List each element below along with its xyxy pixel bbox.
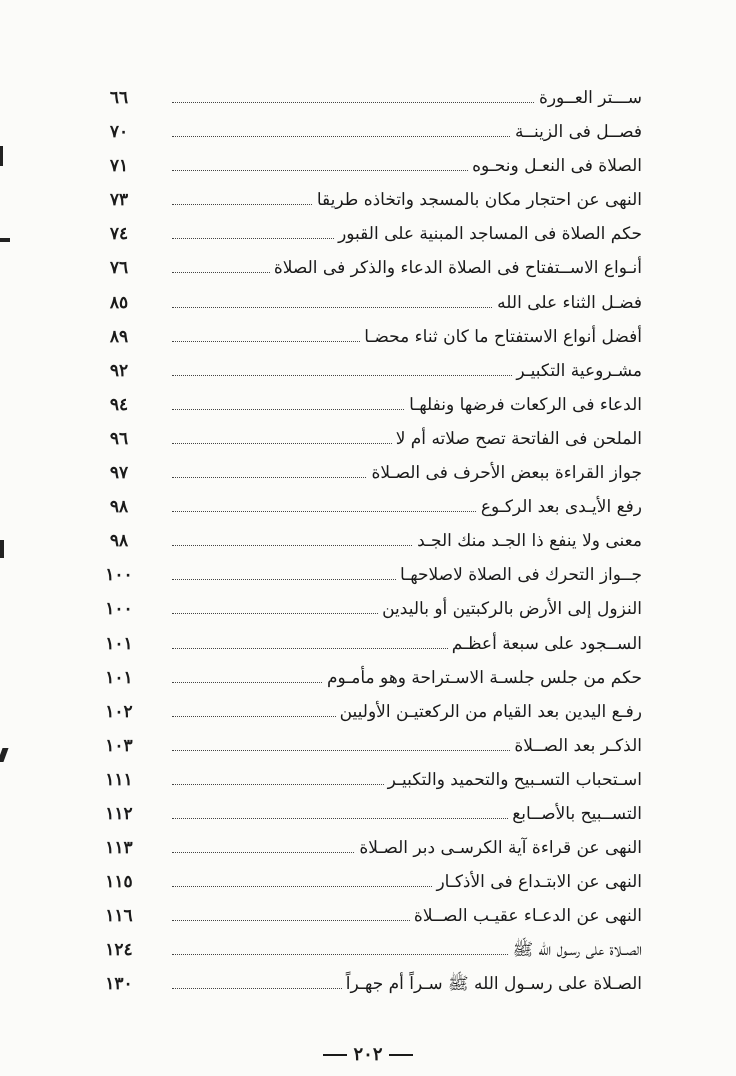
toc-entry	[0, 832, 736, 866]
toc-entry-page-number: ٩٨	[109, 497, 129, 518]
toc-entry-page-number: ٩٤	[109, 394, 129, 415]
toc-entry	[0, 866, 736, 900]
toc-entry-page-number: ٧٦	[109, 258, 129, 279]
toc-entry	[0, 934, 736, 968]
toc-entry-title: الملحن فى الفاتحة تصح صلاته أم لا	[392, 427, 642, 451]
toc-entry	[0, 252, 736, 286]
toc-entry-title: حكم الصلاة فى المساجد المبنية على القبور	[334, 222, 642, 246]
toc-entry-title: النزول إلى الأرض بالركبتين أو باليدين	[378, 597, 642, 621]
toc-entry-title: التســبيح بالأصــابع	[508, 802, 642, 826]
toc-entry-title: معنى ولا ينفع ذا الجـد منك الجـد	[413, 529, 642, 553]
toc-entry	[0, 457, 736, 491]
toc-entry-title: النهى عن الدعـاء عقيـب الصــلاة	[410, 904, 642, 928]
toc-entry-title: جــواز التحرك فى الصلاة لاصلاحهـا	[396, 563, 642, 587]
footer-dash-right	[389, 1054, 413, 1056]
toc-entry-page-number: ٩٢	[109, 360, 129, 381]
toc-entry-title: اسـتحباب التسـبيح والتحميد والتكبيـر	[384, 768, 642, 792]
toc-entry	[0, 730, 736, 764]
toc-entry-page-number: ٧٠	[109, 122, 129, 143]
toc-entry-page-number: ٦٦	[109, 88, 129, 108]
toc-entry-page-number: ١٣٠	[105, 974, 133, 995]
toc-entry-title: النهى عن احتجار مكان بالمسجد واتخاذه طريقا	[313, 188, 642, 212]
toc-entry-title: فضـل الثناء على الله	[493, 291, 642, 315]
toc-entry-page-number: ١٢٤	[105, 940, 133, 961]
page-number-footer	[0, 1044, 736, 1065]
toc-entry-title: الذكـر بعد الصــلاة	[510, 734, 642, 758]
toc-entry-page-number: ١٠١	[105, 667, 133, 688]
toc-entry	[0, 321, 736, 355]
toc-entry	[0, 82, 736, 116]
toc-entry-page-number: ٩٨	[109, 531, 129, 552]
toc-entry-title: النهى عن قراءة آية الكرسـى دبر الصـلاة	[355, 836, 642, 860]
toc-entry	[0, 389, 736, 423]
toc-entry-title: الصـلاة على رسـول الله ﷺ سـراً أم جهـراً	[342, 972, 642, 996]
toc-entry-page-number: ١٠٠	[105, 565, 133, 586]
toc-entry-page-number: ٧١	[109, 156, 129, 177]
toc-entry	[0, 798, 736, 832]
toc-entry-page-number: ١١٦	[105, 906, 133, 927]
toc-entry-page-number: ١٠٠	[105, 599, 133, 620]
toc-entry-page-number: ٩٧	[109, 463, 129, 484]
toc-entry-title: الســجود على سبعة أعظـم	[448, 632, 642, 656]
toc-entry-title: حكم من جلس جلسـة الاسـتراحة وهو مأمـوم	[323, 666, 642, 690]
toc-entry-title: رفـع اليدين بعد القيام من الركعتيـن الأوليين	[336, 700, 642, 724]
toc-entry	[0, 150, 736, 184]
toc-entry-page-number: ٩٦	[109, 428, 129, 449]
toc-entry-page-number: ١١٥	[105, 872, 133, 893]
scan-mark	[0, 146, 3, 166]
toc-entry-page-number: ٨٩	[109, 326, 129, 347]
toc-entry-page-number: ١٠٣	[105, 735, 133, 756]
toc-entry-title: أفضل أنواع الاستفتاح ما كان ثناء محضـا	[360, 325, 642, 349]
toc-entry-page-number: ١١٣	[105, 838, 133, 859]
toc-entry-page-number: ٨٥	[109, 292, 129, 313]
toc-entry-title: رفع الأيـدى بعد الركـوع	[477, 495, 642, 519]
toc-entry	[0, 559, 736, 593]
toc-entry-title: ســـتر العــورة	[535, 86, 642, 110]
toc-entry	[0, 593, 736, 627]
toc-entry-title: الصــلاة على رسـول الله ﷺ	[509, 938, 642, 962]
table-of-contents	[0, 82, 736, 1003]
toc-entry	[0, 764, 736, 798]
toc-entry	[0, 184, 736, 218]
toc-entry-title: مشـروعية التكبيـر	[512, 359, 642, 383]
toc-entry-title: فصــل فى الزينــة	[511, 120, 642, 144]
toc-entry-page-number: ١١٢	[105, 803, 133, 824]
toc-entry-page-number: ١٠٢	[105, 701, 133, 722]
toc-entry	[0, 287, 736, 321]
toc-entry	[0, 628, 736, 662]
toc-entry-title: جواز القراءة ببعض الأحرف فى الصـلاة	[367, 461, 642, 485]
scan-mark	[0, 540, 4, 558]
toc-entry	[0, 900, 736, 934]
toc-entry	[0, 355, 736, 389]
toc-entry	[0, 662, 736, 696]
toc-entry-page-number: ٧٣	[109, 190, 129, 211]
toc-entry	[0, 116, 736, 150]
toc-entry-title: أنـواع الاســتفتاح فى الصلاة الدعاء والذكر فى الصلاة	[270, 256, 642, 280]
toc-entry-title: الصلاة فى النعـل ونحـوه	[468, 154, 642, 178]
toc-entry	[0, 491, 736, 525]
toc-entry	[0, 968, 736, 1002]
toc-entry	[0, 423, 736, 457]
toc-entry-page-number: ١١١	[105, 769, 133, 790]
toc-entry	[0, 218, 736, 252]
toc-entry-page-number: ١٠١	[105, 633, 133, 654]
scan-mark	[0, 238, 10, 242]
toc-entry-title: النهى عن الابتـداع فى الأذكـار	[432, 870, 642, 894]
toc-entry	[0, 525, 736, 559]
toc-entry	[0, 696, 736, 730]
folio-number: ٢٠٢	[353, 1044, 383, 1065]
toc-entry-page-number: ٧٤	[109, 224, 129, 245]
footer-dash-left	[323, 1054, 347, 1056]
toc-entry-title: الدعاء فى الركعات فرضها ونفلهـا	[405, 393, 642, 417]
